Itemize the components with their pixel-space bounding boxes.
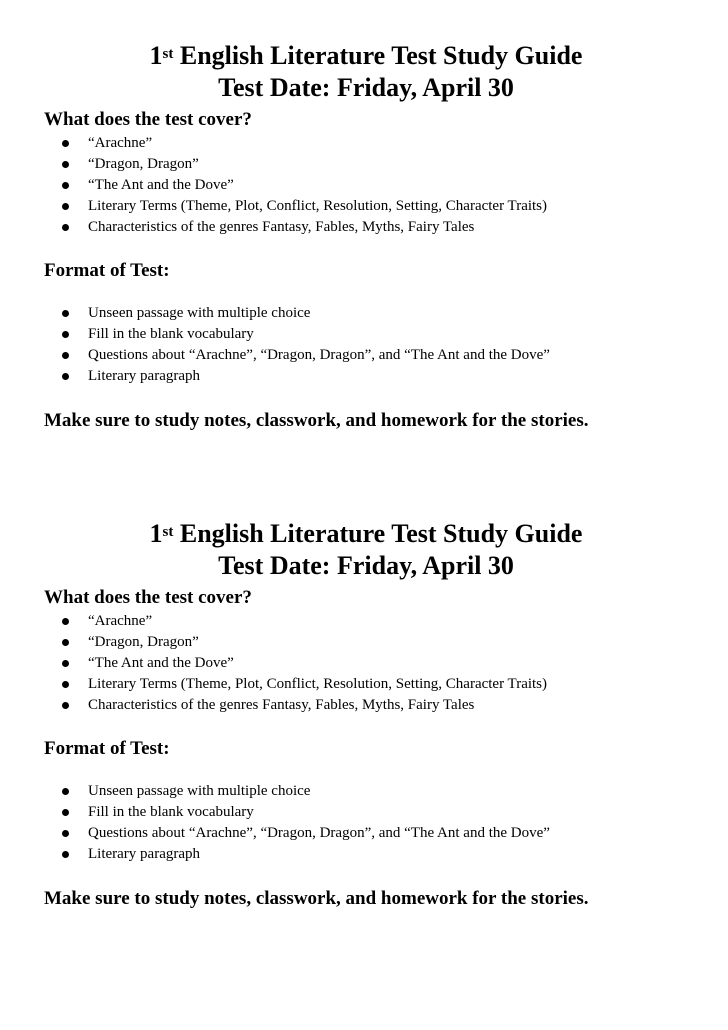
bullet-icon bbox=[62, 681, 69, 688]
format-heading: Format of Test: bbox=[44, 260, 170, 281]
title-ordinal-suffix: st bbox=[162, 524, 174, 540]
list-item-text: “Dragon, Dragon” bbox=[88, 156, 199, 172]
list-item-text: Literary Terms (Theme, Plot, Conflict, Resolution, Setting, Character Traits) bbox=[88, 676, 548, 692]
guide-title bbox=[0, 40, 728, 72]
list-item bbox=[0, 366, 728, 387]
closing-reminder: Make sure to study notes, classwork, and homework for the stories. bbox=[44, 410, 589, 431]
study-guide-2 bbox=[0, 518, 728, 911]
bullet-icon bbox=[62, 331, 69, 338]
bullet-icon bbox=[62, 310, 69, 317]
format-list bbox=[0, 781, 728, 865]
list-item-text: “Arachne” bbox=[88, 135, 153, 151]
list-item-text: “Arachne” bbox=[88, 613, 153, 629]
list-item-text: “Dragon, Dragon” bbox=[88, 634, 199, 650]
test-date: Test Date: Friday, April 30 bbox=[218, 551, 514, 580]
cover-list bbox=[0, 133, 728, 238]
list-item-text: Unseen passage with multiple choice bbox=[88, 783, 311, 799]
list-item bbox=[0, 611, 728, 632]
bullet-icon bbox=[62, 140, 69, 147]
test-date: Test Date: Friday, April 30 bbox=[218, 73, 514, 102]
bullet-icon bbox=[62, 660, 69, 667]
list-item-text: Questions about “Arachne”, “Dragon, Dragon”, and “The Ant and the Dove” bbox=[88, 347, 550, 363]
list-item bbox=[0, 823, 728, 844]
list-item bbox=[0, 674, 728, 695]
bullet-icon bbox=[62, 224, 69, 231]
list-item bbox=[0, 154, 728, 175]
bullet-icon bbox=[62, 352, 69, 359]
cover-list bbox=[0, 611, 728, 716]
list-item bbox=[0, 802, 728, 823]
closing-reminder: Make sure to study notes, classwork, and homework for the stories. bbox=[44, 888, 589, 909]
title-ordinal-number: 1 bbox=[149, 41, 163, 70]
list-item-text: Questions about “Arachne”, “Dragon, Dragon”, and “The Ant and the Dove” bbox=[88, 825, 550, 841]
list-item-text: Characteristics of the genres Fantasy, Fables, Myths, Fairy Tales bbox=[88, 697, 475, 713]
cover-heading: What does the test cover? bbox=[44, 109, 252, 130]
title-ordinal-suffix: st bbox=[162, 46, 174, 62]
list-item-text: Literary paragraph bbox=[88, 846, 201, 862]
format-heading: Format of Test: bbox=[44, 738, 170, 759]
title-text: English Literature Test Study Guide bbox=[173, 519, 583, 548]
list-item-text: Fill in the blank vocabulary bbox=[88, 804, 254, 820]
list-item bbox=[0, 303, 728, 324]
bullet-icon bbox=[62, 788, 69, 795]
list-item-text: Characteristics of the genres Fantasy, Fables, Myths, Fairy Tales bbox=[88, 219, 475, 235]
bullet-icon bbox=[62, 830, 69, 837]
list-item bbox=[0, 217, 728, 238]
list-item bbox=[0, 653, 728, 674]
list-item-text: “The Ant and the Dove” bbox=[88, 655, 234, 671]
list-item bbox=[0, 345, 728, 366]
title-text: English Literature Test Study Guide bbox=[173, 41, 583, 70]
guide-title bbox=[0, 518, 728, 550]
list-item bbox=[0, 324, 728, 345]
bullet-icon bbox=[62, 161, 69, 168]
study-guide-1 bbox=[0, 40, 728, 433]
cover-heading: What does the test cover? bbox=[44, 587, 252, 608]
list-item bbox=[0, 844, 728, 865]
bullet-icon bbox=[62, 373, 69, 380]
bullet-icon bbox=[62, 203, 69, 210]
bullet-icon bbox=[62, 851, 69, 858]
bullet-icon bbox=[62, 639, 69, 646]
format-list bbox=[0, 303, 728, 387]
bullet-icon bbox=[62, 182, 69, 189]
bullet-icon bbox=[62, 702, 69, 709]
list-item bbox=[0, 632, 728, 653]
list-item bbox=[0, 133, 728, 154]
list-item-text: Literary Terms (Theme, Plot, Conflict, Resolution, Setting, Character Traits) bbox=[88, 198, 548, 214]
list-item-text: Literary paragraph bbox=[88, 368, 201, 384]
list-item-text: “The Ant and the Dove” bbox=[88, 177, 234, 193]
title-ordinal-number: 1 bbox=[149, 519, 163, 548]
list-item bbox=[0, 175, 728, 196]
list-item bbox=[0, 781, 728, 802]
bullet-icon bbox=[62, 618, 69, 625]
list-item-text: Fill in the blank vocabulary bbox=[88, 326, 254, 342]
list-item bbox=[0, 196, 728, 217]
bullet-icon bbox=[62, 809, 69, 816]
list-item bbox=[0, 695, 728, 716]
list-item-text: Unseen passage with multiple choice bbox=[88, 305, 311, 321]
